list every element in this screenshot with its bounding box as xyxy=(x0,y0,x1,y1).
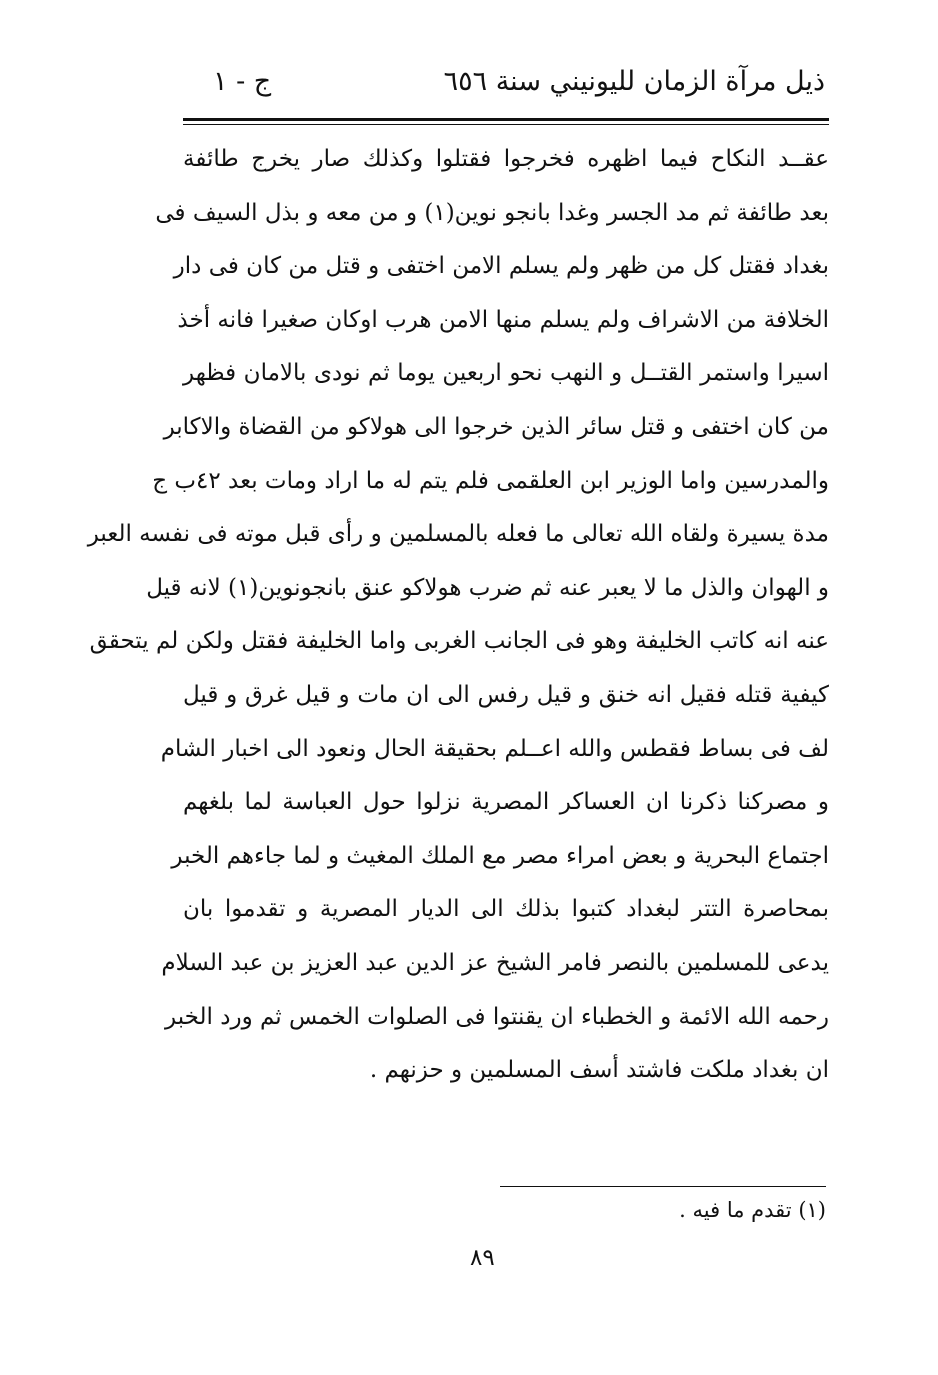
text-line: اسيرا واستمر القتــل و النهب نحو اربعين يوما ثم نودى بالامان فظهر xyxy=(183,360,829,387)
page-number: ٨٩ xyxy=(470,1245,495,1271)
text-line: عنه انه كاتب الخليفة وهو فى الجانب الغربى واما الخليفة فقتل ولكن لم يتحقق xyxy=(89,628,829,655)
text-line: الخلافة من الاشراف ولم يسلم منها الامن هرب اوكان صغيرا فانه أخذ xyxy=(177,306,829,333)
footnote: (١) تقدم ما فيه . xyxy=(679,1198,826,1222)
running-header xyxy=(185,60,825,110)
header-rule-thin xyxy=(183,124,829,125)
text-line: كيفية قتله فقيل انه خنق و قيل رفس الى ان مات و قيل غرق و قيل xyxy=(183,681,829,708)
text-line: بمحاصرة التتر لبغداد كتبوا بذلك الى الديار المصرية و تقدموا بان xyxy=(183,896,829,923)
header-title: ذيل مرآة الزمان لليونيني سنة ٦٥٦ xyxy=(443,66,825,97)
footnote-rule xyxy=(500,1186,826,1187)
main-text xyxy=(87,133,829,1098)
text-line: يدعى للمسلمين بالنصر فامر الشيخ عز الدين عبد العزيز بن عبد السلام xyxy=(161,949,829,976)
text-line: بغداد فقتل كل من ظهر ولم يسلم الامن اختفى و قتل من كان فى دار xyxy=(173,253,829,280)
text-line: و الهوان والذل ما لا يعبر عنه ثم ضرب هولاكو عنق بانجونوين(١) لانه قيل xyxy=(146,574,829,601)
text-line-last: ان بغداد ملكت فاشتد أسف المسلمين و حزنهم . xyxy=(369,1057,829,1084)
text-line: مدة يسيرة ولقاه الله تعالى ما فعله بالمسلمين و رأى قبل موته فى نفسه العبر xyxy=(87,521,829,548)
text-line: من كان اختفى و قتل سائر الذين خرجوا الى هولاكو من القضاة والاكابر xyxy=(163,413,829,440)
text-line: اجتماع البحرية و بعض امراء مصر مع الملك المغيث و لما جاءهم الخبر xyxy=(171,842,829,869)
text-line: والمدرسين واما الوزير ابن العلقمى فلم يتم له ما اراد ومات بعد ٤٢ب ج xyxy=(152,467,829,494)
header-volume: ج - ١ xyxy=(213,66,272,97)
header-rule-thick xyxy=(183,118,829,121)
text-line: عقــد النكاح فيما اظهره فخرجوا فقتلوا وكذلك صار يخرج طائفة xyxy=(183,146,829,172)
text-line: رحمه الله الائمة و الخطباء ان يقنتوا فى الصلوات الخمس ثم ورد الخبر xyxy=(165,1003,829,1030)
text-line: بعد طائفة ثم مد الجسر وغدا بانجو نوين(١) و من معه و بذل السيف فى xyxy=(155,199,829,226)
text-line: و مصركنا ذكرنا ان العساكر المصرية نزلوا حول العباسة لما بلغهم xyxy=(183,789,829,816)
text-line: لف فى بساط فقطس والله اعــلم بحقيقة الحال ونعود الى اخبار الشام xyxy=(160,735,829,762)
